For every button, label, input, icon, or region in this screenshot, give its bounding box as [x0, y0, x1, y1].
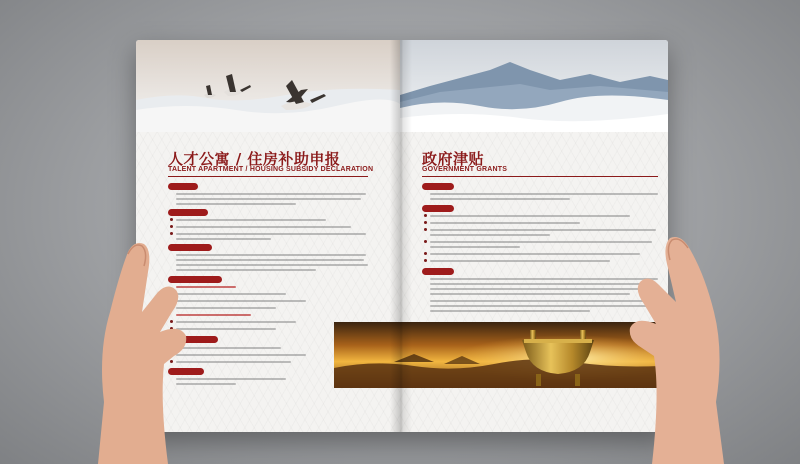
geese-sky-banner — [136, 40, 400, 132]
text-line — [430, 246, 520, 248]
text-line — [430, 222, 580, 224]
mountain-banner — [400, 40, 668, 132]
right-section-tag-3 — [422, 268, 454, 275]
bullet — [424, 252, 427, 255]
text-line — [176, 219, 326, 221]
right-title-rule — [422, 176, 658, 177]
right-section-tag-1 — [422, 183, 454, 190]
bullet — [170, 218, 173, 221]
text-line — [176, 226, 351, 228]
left-title: 人才公寓 / 住房补助申报 — [168, 150, 341, 168]
bullet — [424, 240, 427, 243]
right-title: 政府津贴 — [422, 150, 485, 168]
bullet — [424, 259, 427, 262]
bullet — [424, 221, 427, 224]
text-line — [430, 193, 658, 195]
text-line — [430, 198, 570, 200]
text-line — [176, 198, 361, 200]
open-magazine — [136, 40, 668, 432]
right-section-tag-2 — [422, 205, 454, 212]
left-hand — [68, 232, 208, 464]
text-line — [430, 234, 550, 236]
right-subtitle: GOVERNMENT GRANTS — [422, 166, 508, 173]
bullet — [424, 214, 427, 217]
left-subtitle: TALENT APARTMENT / HOUSING SUBSIDY DECLARATION — [168, 166, 374, 173]
text-line — [430, 293, 630, 295]
left-section-tag-2 — [168, 209, 208, 216]
text-line — [430, 310, 590, 312]
left-section-tag-1 — [168, 183, 198, 190]
left-title-rule — [168, 176, 368, 177]
bullet — [424, 228, 427, 231]
text-line — [430, 260, 610, 262]
bullet — [170, 225, 173, 228]
geese-mountain-image — [136, 40, 400, 132]
mountains-clouds-image — [400, 40, 668, 132]
text-line — [176, 193, 366, 195]
right-hand — [604, 222, 754, 464]
text-line — [176, 203, 296, 205]
text-line — [430, 215, 630, 217]
